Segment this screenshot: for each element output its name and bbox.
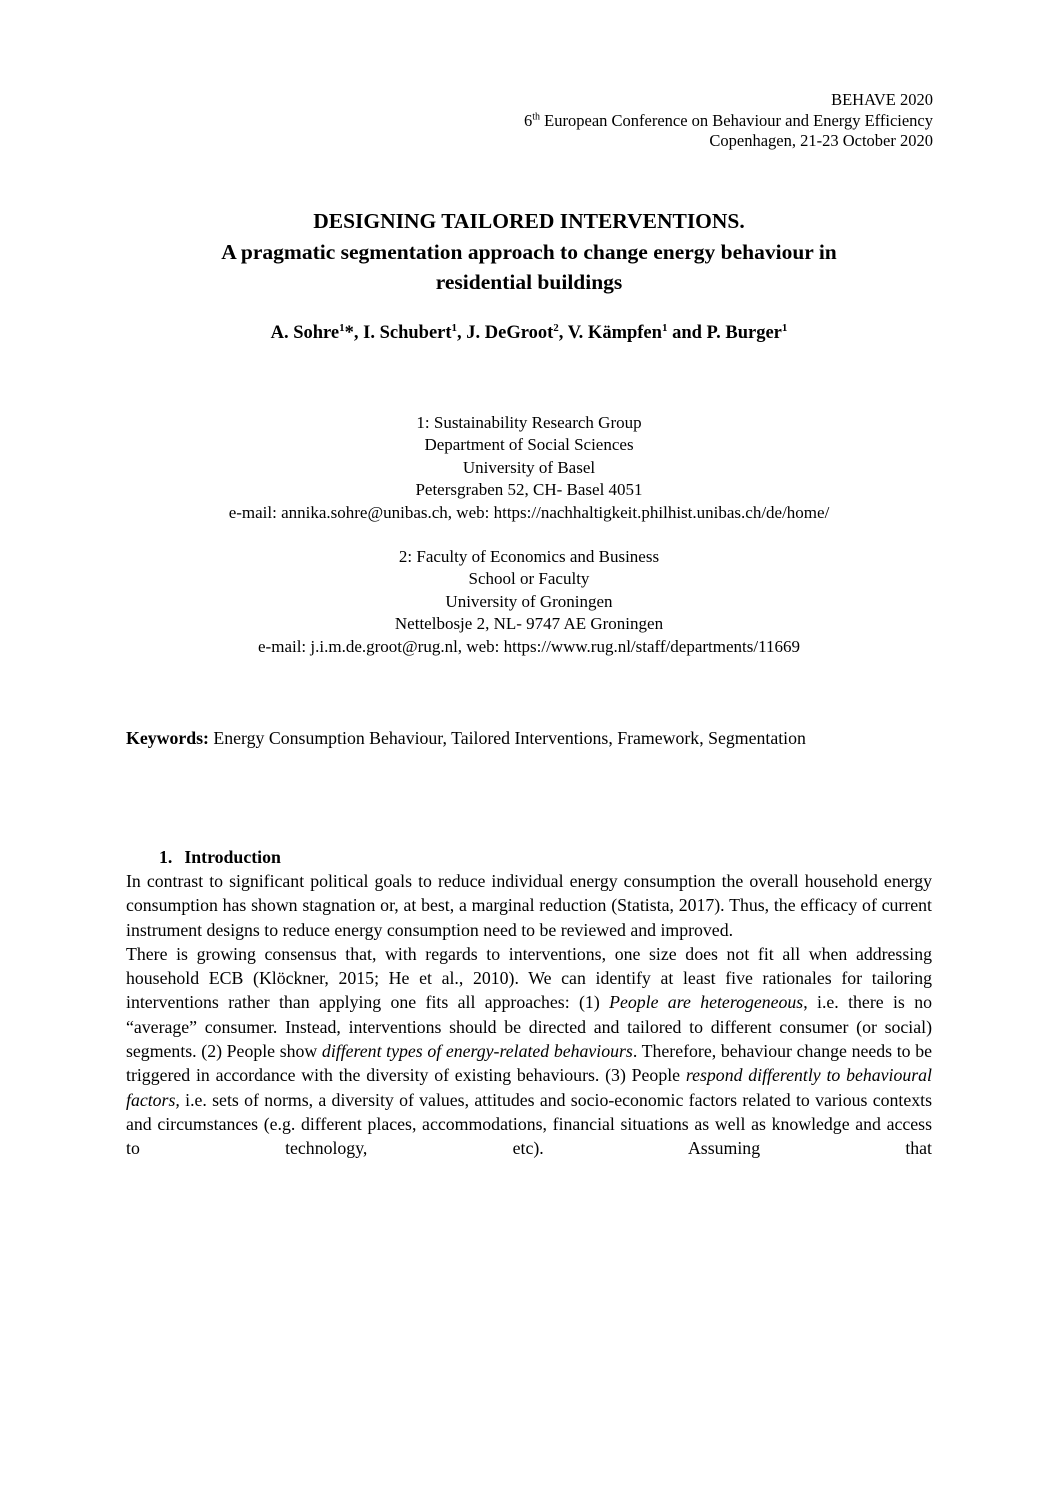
conference-header [524, 90, 933, 152]
emphasized-text: People are heterogeneous [609, 992, 804, 1013]
text-run: i.e. sets of norms, a diversity of values, attitudes and socio-economic factors related to various contexts and circumstances (e.g. different places, accommodations, financial situations as well as knowledge and access to technology, etc). Assuming that [126, 1089, 932, 1159]
author-name: V. Kämpfen [567, 323, 662, 343]
author-separator: , [353, 323, 364, 343]
author-affiliation-mark: 1 [451, 321, 458, 334]
affiliation-1 [0, 412, 1058, 524]
section-title: Introduction [184, 847, 281, 867]
conference-full-name: 6th European Conference on Behaviour and Energy Efficiency [524, 110, 933, 130]
title-line: residential buildings [435, 270, 623, 294]
author-affiliation-mark: 1 [661, 321, 668, 334]
affiliation-line: 2: Faculty of Economics and Business [398, 547, 660, 566]
affiliation-line: University of Groningen [445, 591, 613, 611]
keywords-text: Energy Consumption Behaviour, Tailored Interventions, Framework, Segmentation [208, 728, 806, 748]
emphasized-text: respond differently to behavioural factors, [126, 1065, 933, 1110]
title-line: DESIGNING TAILORED INTERVENTIONS. [313, 209, 745, 233]
keywords-label: Keywords: [126, 728, 209, 748]
affiliation-line: Department of Social Sciences [424, 435, 634, 455]
affiliation-line: e-mail: j.i.m.de.groot@rug.nl, web: https://www.rug.nl/staff/departments/11669 [258, 636, 800, 656]
paper-title [0, 206, 1058, 298]
affiliation-line: Nettelbosje 2, NL- 9747 AE Groningen [394, 614, 664, 634]
paragraph: In contrast to significant political goals to reduce individual energy consumption the overall household energy consumption has shown stagnation or, at best, a marginal reduction (Statista, 2017). Thus, the efficacy of current instrument designs to reduce energy consumption need to be reviewed and improved. [126, 871, 932, 940]
affiliation-2 [0, 546, 1058, 658]
affiliation-line: Petersgraben 52, CH- Basel 4051 [415, 480, 643, 500]
text-run: , i.e. there is no “average” consumer. Instead, interventions should be directed and tailored to different consumer (or social) segments. (2) People show [126, 992, 932, 1062]
paragraph [126, 942, 932, 1161]
conference-name: BEHAVE 2020 [831, 90, 933, 109]
author-name: J. DeGroot [466, 323, 554, 343]
author-name: P. Burger [706, 323, 782, 343]
affiliation-line: School or Faculty [468, 569, 590, 589]
author-affiliation-mark: 1 [781, 321, 788, 334]
affiliation-line: e-mail: annika.sohre@unibas.ch, web: https://nachhaltigkeit.philhist.unibas.ch/de/home/ [228, 502, 830, 522]
author-name: I. Schubert [363, 323, 452, 343]
keywords [126, 726, 932, 750]
author-affiliation-mark: 2 [553, 321, 559, 334]
conference-location-date: Copenhagen, 21-23 October 2020 [709, 131, 933, 150]
text-run: There is growing consensus that, with regards to interventions, one size does not fit all when addressing household ECB (Klöckner, 2015; He et al., 2010). We can identify at least five rationales for tailoring interventions rather than applying one fits all approaches: (1) [126, 943, 932, 1013]
author-list [0, 320, 1058, 346]
author-name: A. Sohre [270, 323, 340, 343]
section-heading [159, 845, 281, 869]
section-number: 1. [159, 847, 173, 867]
author-separator: and [667, 323, 707, 343]
text-run: . Therefore, behaviour change needs to be triggered in accordance with the diversity of existing behaviours. (3) People [126, 1041, 932, 1086]
affiliation-line: 1: Sustainability Research Group [416, 413, 642, 432]
section-body [126, 869, 932, 1161]
author-separator: , [457, 323, 467, 343]
affiliation-line: University of Basel [462, 457, 596, 477]
emphasized-text: different types of energy-related behaviours [321, 1041, 633, 1062]
corresponding-author-mark: * [344, 323, 354, 343]
title-line: A pragmatic segmentation approach to change energy behaviour in [221, 239, 837, 264]
author-separator: , [558, 323, 568, 343]
author-affiliation-mark: 1 [339, 321, 345, 334]
